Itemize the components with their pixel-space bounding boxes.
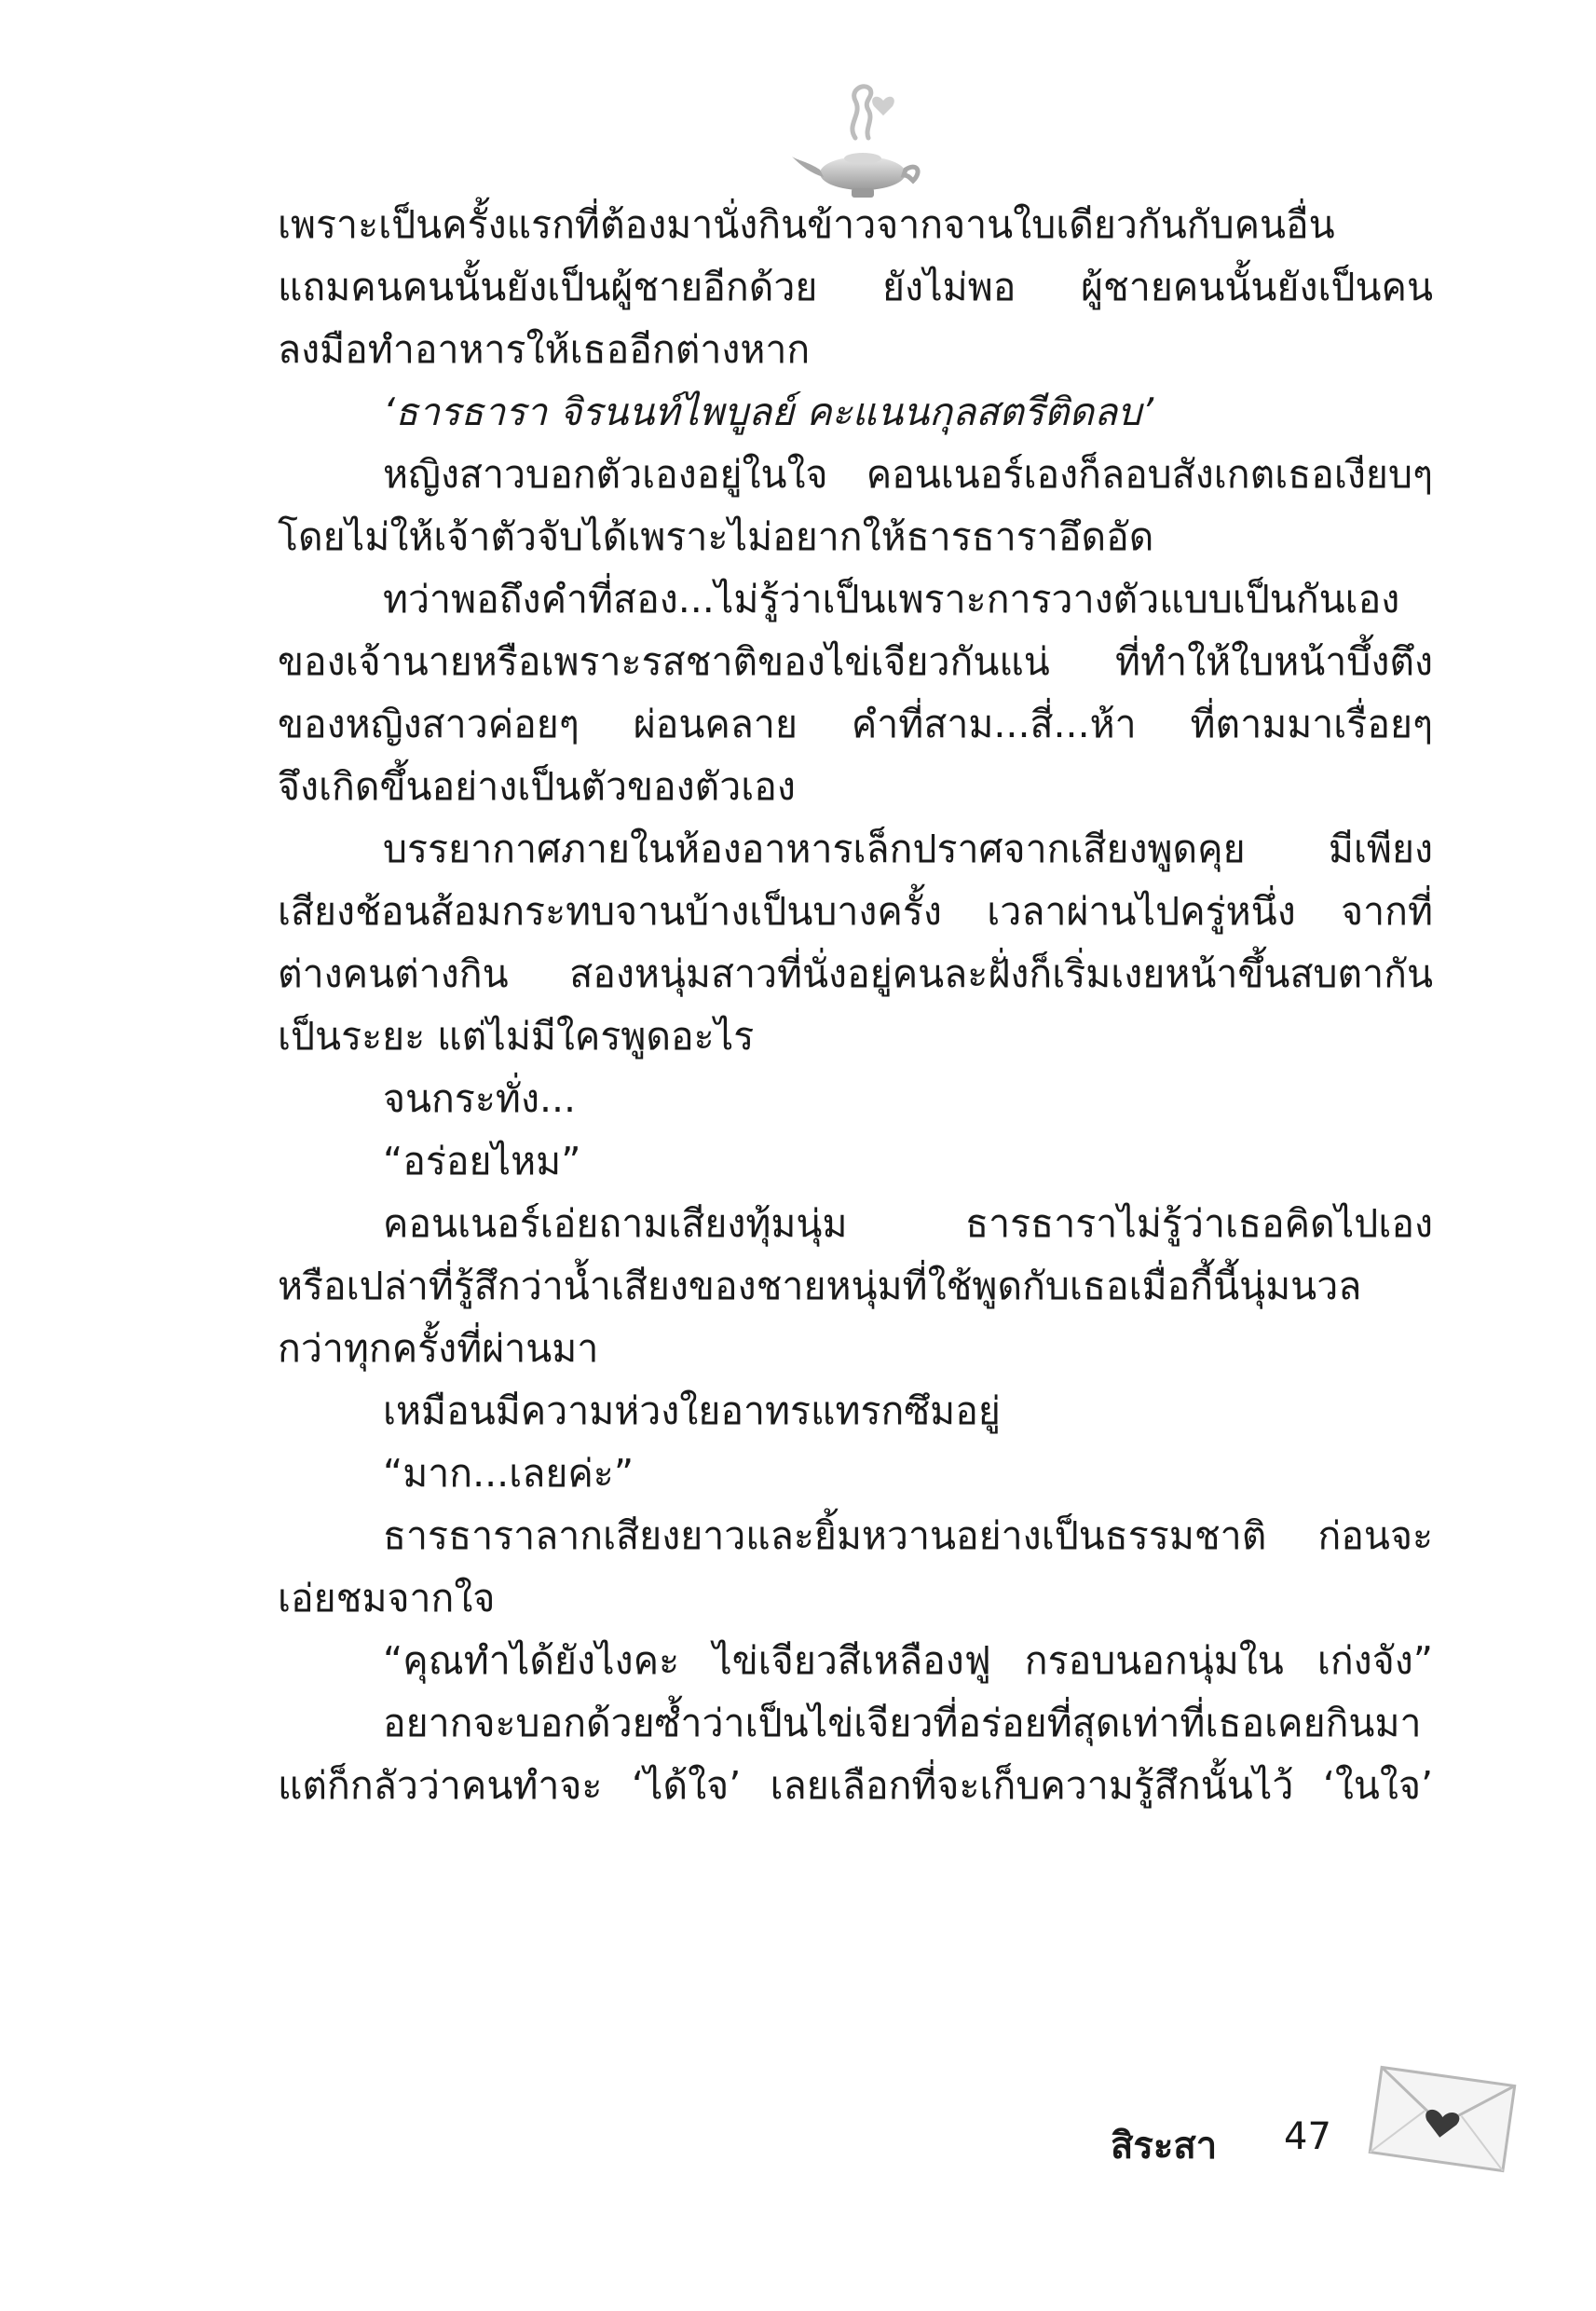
text-line: อยากจะบอกด้วยซ้ำว่าเป็นไข่เจียวที่อร่อยที่สุดเท่าที่เธอเคยกินมา xyxy=(383,1701,1422,1745)
envelope-heart-icon xyxy=(1362,2059,1522,2179)
text-line: เพราะเป็นครั้งแรกที่ต้องมานั่งกินข้าวจากจานใบเดียวกันกับคนอื่น xyxy=(278,202,1335,247)
text-line: หญิงสาวบอกตัวเองอยู่ในใจ คอนเนอร์เองก็ลอบสังเกตเธอเงียบๆ xyxy=(383,452,1433,497)
text-line: บรรยากาศภายในห้องอาหารเล็กปราศจากเสียงพูดคุย มีเพียง xyxy=(383,827,1433,871)
body-text xyxy=(278,194,1433,1817)
text-line: ‘ธารธารา จิรนนท์ไพบูลย์ คะแนนกุลสตรีติดลบ’ xyxy=(383,390,1154,434)
text-line: เหมือนมีความห่วงใยอาทรแทรกซึมอยู่ xyxy=(383,1388,1001,1433)
text-line: “มาก...เลยค่ะ” xyxy=(383,1451,634,1496)
text-line: ของหญิงสาวค่อยๆ ผ่อนคลาย คำที่สาม...สี่...ห้า ที่ตามมาเรื่อยๆ xyxy=(278,702,1433,746)
text-line: ลงมือทำอาหารให้เธออีกต่างหาก xyxy=(278,327,811,372)
text-line: ธารธาราลากเสียงยาวและยิ้มหวานอย่างเป็นธรรมชาติ ก่อนจะ xyxy=(383,1513,1433,1558)
text-line: แถมคนคนนั้นยังเป็นผู้ชายอีกด้วย ยังไม่พอ ผู้ชายคนนั้นยังเป็นคน xyxy=(278,265,1433,309)
text-line: จนกระทั่ง... xyxy=(383,1076,577,1121)
book-title: สิระสา xyxy=(1111,2125,1218,2167)
page-number: 47 xyxy=(1284,2115,1331,2158)
text-line: คอนเนอร์เอ่ยถามเสียงทุ้มนุ่ม ธารธาราไม่รู้ว่าเธอคิดไปเอง xyxy=(383,1201,1433,1246)
text-line: ของเจ้านายหรือเพราะรสชาติของไข่เจียวกันแน่ ที่ทำให้ใบหน้าบึ้งตึง xyxy=(278,639,1433,684)
text-line: “อร่อยไหม” xyxy=(383,1139,581,1183)
text-line: กว่าทุกครั้งที่ผ่านมา xyxy=(278,1326,599,1371)
text-line: เสียงช้อนส้อมกระทบจานบ้างเป็นบางครั้ง เวลาผ่านไปครู่หนึ่ง จากที่ xyxy=(278,889,1433,934)
text-line: เป็นระยะ แต่ไม่มีใครพูดอะไร xyxy=(278,1014,755,1059)
magic-lamp-icon xyxy=(790,73,930,203)
text-line: “คุณทำได้ยังไงคะ ไข่เจียวสีเหลืองฟู กรอบนอกนุ่มใน เก่งจัง” xyxy=(383,1638,1433,1683)
text-line: ต่างคนต่างกิน สองหนุ่มสาวที่นั่งอยู่คนละฝั่งก็เริ่มเงยหน้าขึ้นสบตากัน xyxy=(278,951,1433,996)
text-line: หรือเปล่าที่รู้สึกว่าน้ำเสียงของชายหนุ่มที่ใช้พูดกับเธอเมื่อกี้นี้นุ่มนวล xyxy=(278,1264,1362,1308)
text-line: แต่ก็กลัวว่าคนทำจะ ‘ได้ใจ’ เลยเลือกที่จะเก็บความรู้สึกนั้นไว้ ‘ในใจ’ xyxy=(278,1763,1433,1808)
text-line: จึงเกิดขึ้นอย่างเป็นตัวของตัวเอง xyxy=(278,764,796,809)
text-line: ทว่าพอถึงคำที่สอง...ไม่รู้ว่าเป็นเพราะการวางตัวแบบเป็นกันเอง xyxy=(383,577,1400,622)
text-line: เอ่ยชมจากใจ xyxy=(278,1576,496,1620)
text-line: โดยไม่ให้เจ้าตัวจับได้เพราะไม่อยากให้ธารธาราอึดอัด xyxy=(278,514,1154,559)
